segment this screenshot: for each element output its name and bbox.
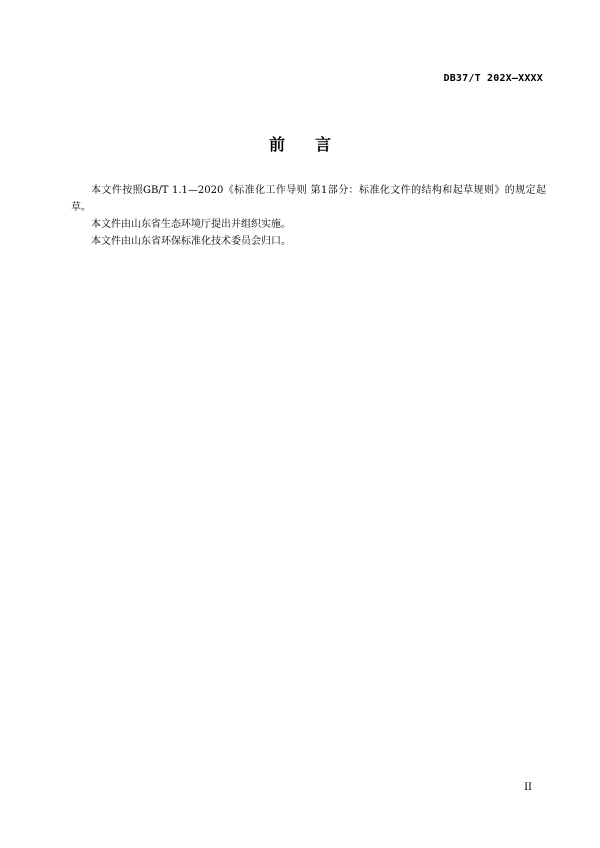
foreword-body	[71, 182, 546, 250]
paragraph-proposer: 本文件由山东省生态环境厅提出并组织实施。	[91, 219, 291, 230]
page-title: 前言	[268, 135, 361, 154]
page-number: II	[524, 782, 532, 793]
document-code: DB37/T 202X—XXXX	[443, 73, 543, 84]
paragraph-drafting-basis: 本文件按照GB/T 1.1—2020《标准化工作导则 第1部分：标准化文件的结构和起草规则》的规定起草。	[71, 185, 546, 213]
paragraph-technical-committee: 本文件由山东省环保标准化技术委员会归口。	[91, 236, 291, 247]
